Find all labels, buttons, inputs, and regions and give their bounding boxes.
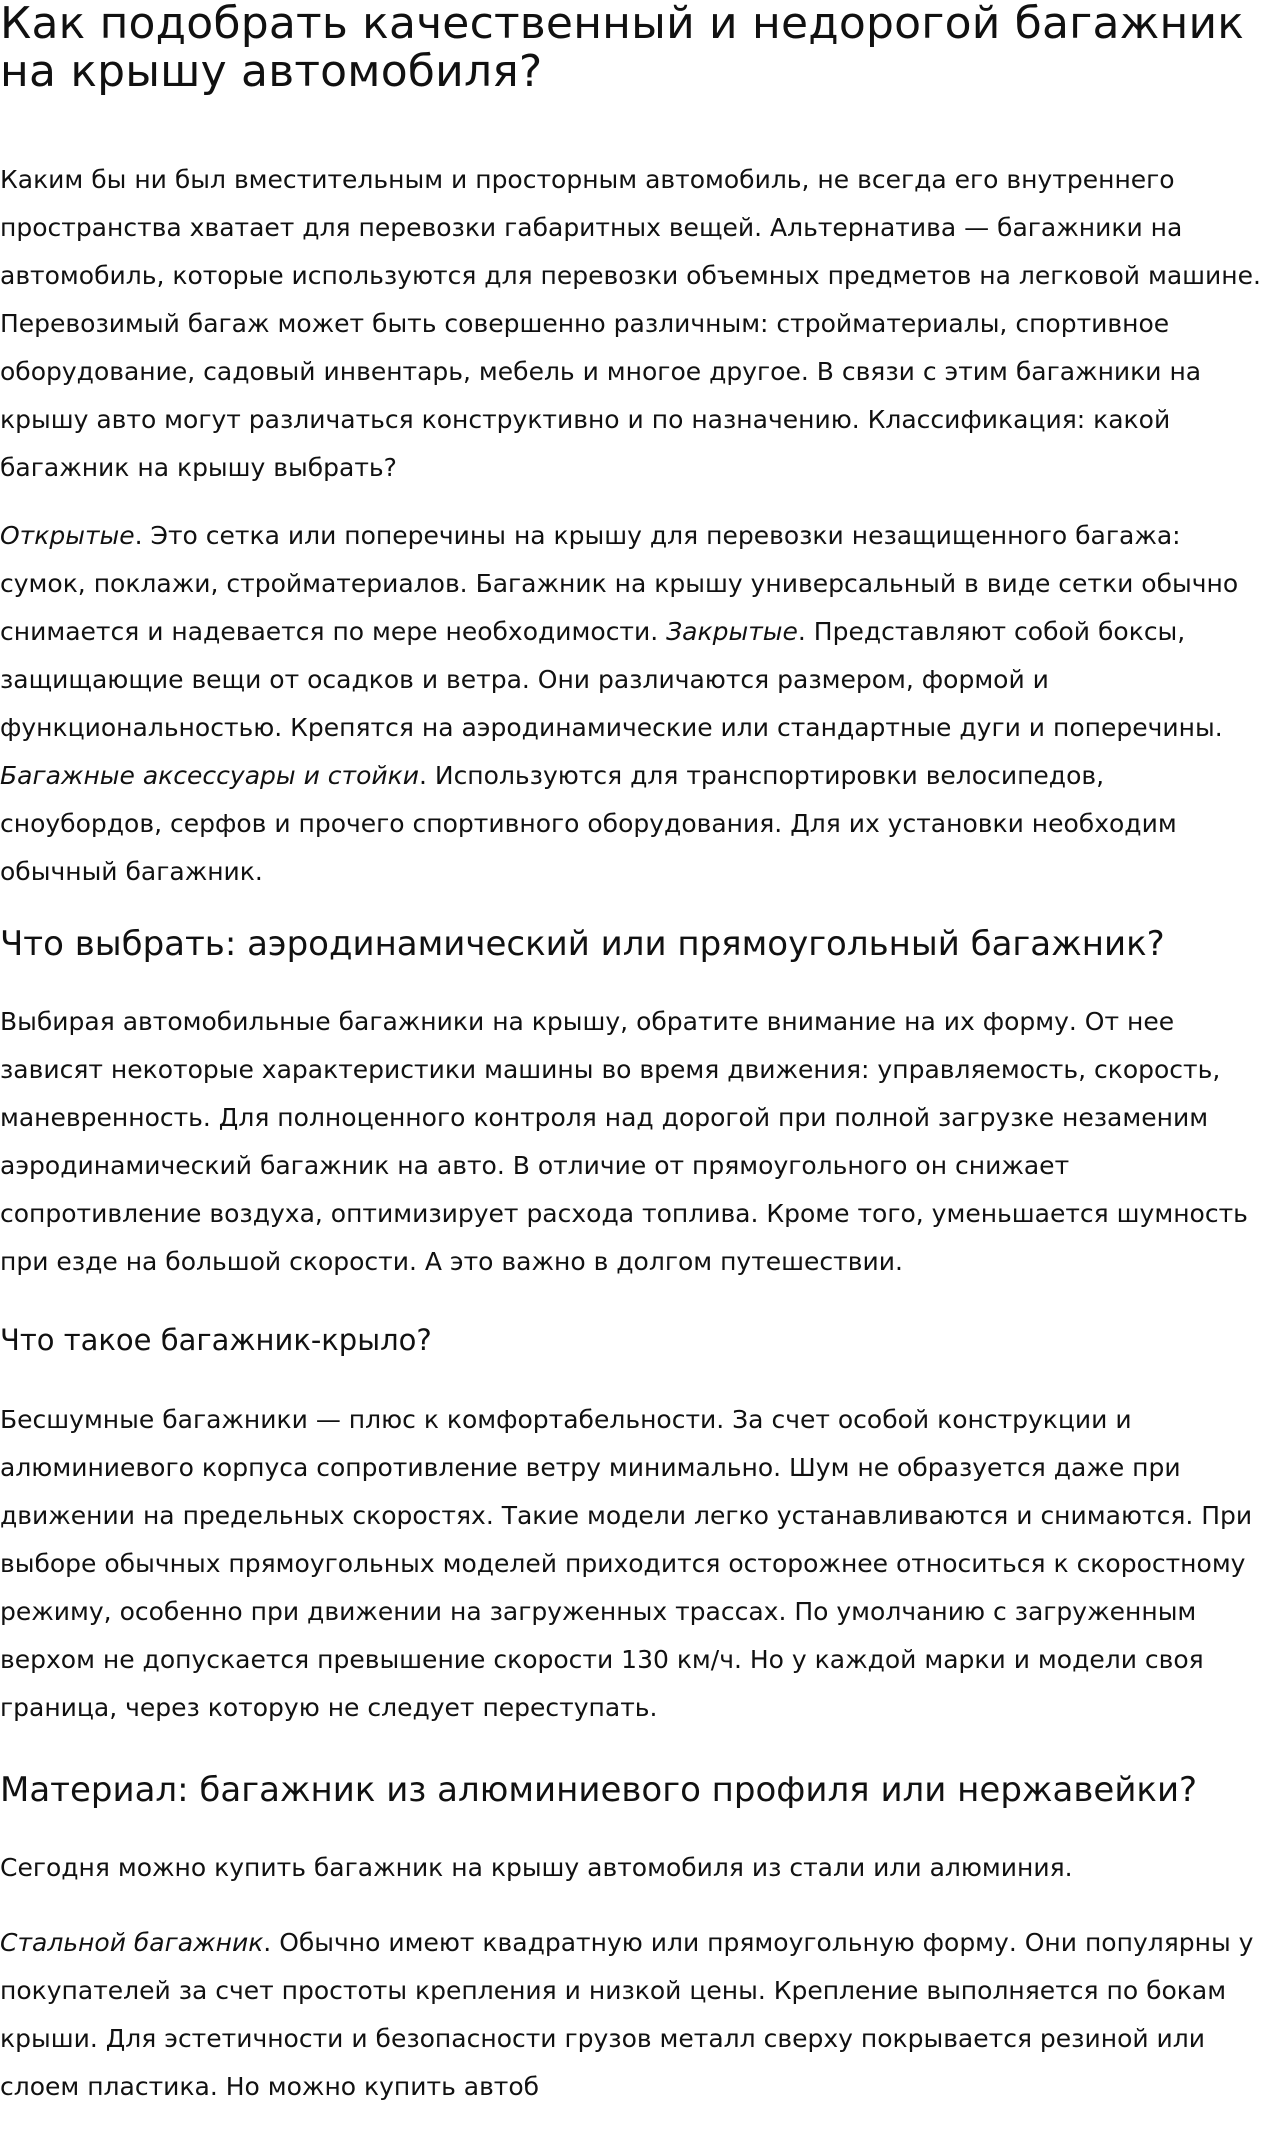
steel-text: . Обычно имеют квадратную или прямоугольную форму. Они популярны у покупателей за счет простоты крепления и низкой цены. Крепление выполняется по бокам крыши. Для эстетичности и безопасности грузов металл сверху покрывается резиной или слоем пластика. Но можно купить автоб: [0, 1928, 1254, 2101]
steel-paragraph: [0, 1919, 1270, 2111]
material-paragraph: Сегодня можно купить багажник на крышу автомобиля из стали или алюминия.: [0, 1853, 1073, 1882]
shape-heading: Что выбрать: аэродинамический или прямоугольный багажник?: [0, 924, 1165, 964]
accessories-term: Багажные аксессуары и стойки: [0, 761, 419, 790]
open-text: . Это сетка или поперечины на крышу для перевозки незащищенного багажа: сумок, поклажи, стройматериалов. Багажник на крышу универсальный в виде сетки обычно снимается и надевается по мере необходимости.: [0, 521, 1239, 646]
intro-paragraph: Каким бы ни был вместительным и просторным автомобиль, не всегда его внутреннего пространства хватает для перевозки габаритных вещей. Альтернатива — багажники на автомобиль, которые используются для перевозки объемных предметов на легковой машине. Перевозимый багаж может быть совершенно различным: стройматериалы, спортивное оборудование, садовый инвентарь, мебель и многое другое. В связи с этим багажники на крышу авто могут различаться конструктивно и по назначению. Классификация: какой багажник на крышу выбрать?: [0, 165, 1261, 482]
wing-heading: Что такое багажник-крыло?: [0, 1323, 432, 1357]
closed-term: Закрытые: [666, 617, 798, 646]
open-term: Открытые: [0, 521, 135, 550]
types-paragraph: [0, 512, 1270, 896]
wing-paragraph: Бесшумные багажники — плюс к комфортабельности. За счет особой конструкции и алюминиевого корпуса сопротивление ветру минимально. Шум не образуется даже при движении на предельных скоростях. Такие модели легко устанавливаются и снимаются. При выборе обычных прямоугольных моделей приходится осторожнее относиться к скоростному режиму, особенно при движении на загруженных трассах. По умолчанию с загруженным верхом не допускается превышение скорости 130 км/ч. Но у каждой марки и модели своя граница, через которую не следует переступать.: [0, 1405, 1253, 1722]
shape-paragraph: Выбирая автомобильные багажники на крышу, обратите внимание на их форму. От нее зависят некоторые характеристики машины во время движения: управляемость, скорость, маневренность. Для полноценного контроля над дорогой при полной загрузке незаменим аэродинамический багажник на авто. В отличие от прямоугольного он снижает сопротивление воздуха, оптимизирует расхода топлива. Кроме того, уменьшается шумность при езде на большой скорости. А это важно в долгом путешествии.: [0, 1007, 1248, 1276]
material-heading: Материал: багажник из алюминиевого профиля или нержавейки?: [0, 1770, 1198, 1810]
closed-text: . Представляют собой боксы, защищающие вещи от осадков и ветра. Они различаются размером, формой и функциональностью. Крепятся на аэродинамические или стандартные дуги и поперечины.: [0, 617, 1223, 742]
steel-term: Стальной багажник: [0, 1928, 264, 1957]
article-title: Как подобрать качественный и недорогой багажник на крышу автомобиля?: [0, 0, 1245, 97]
accessories-text: . Используются для транспортировки велосипедов, сноубордов, серфов и прочего спортивного оборудования. Для их установки необходим обычный багажник.: [0, 761, 1177, 886]
